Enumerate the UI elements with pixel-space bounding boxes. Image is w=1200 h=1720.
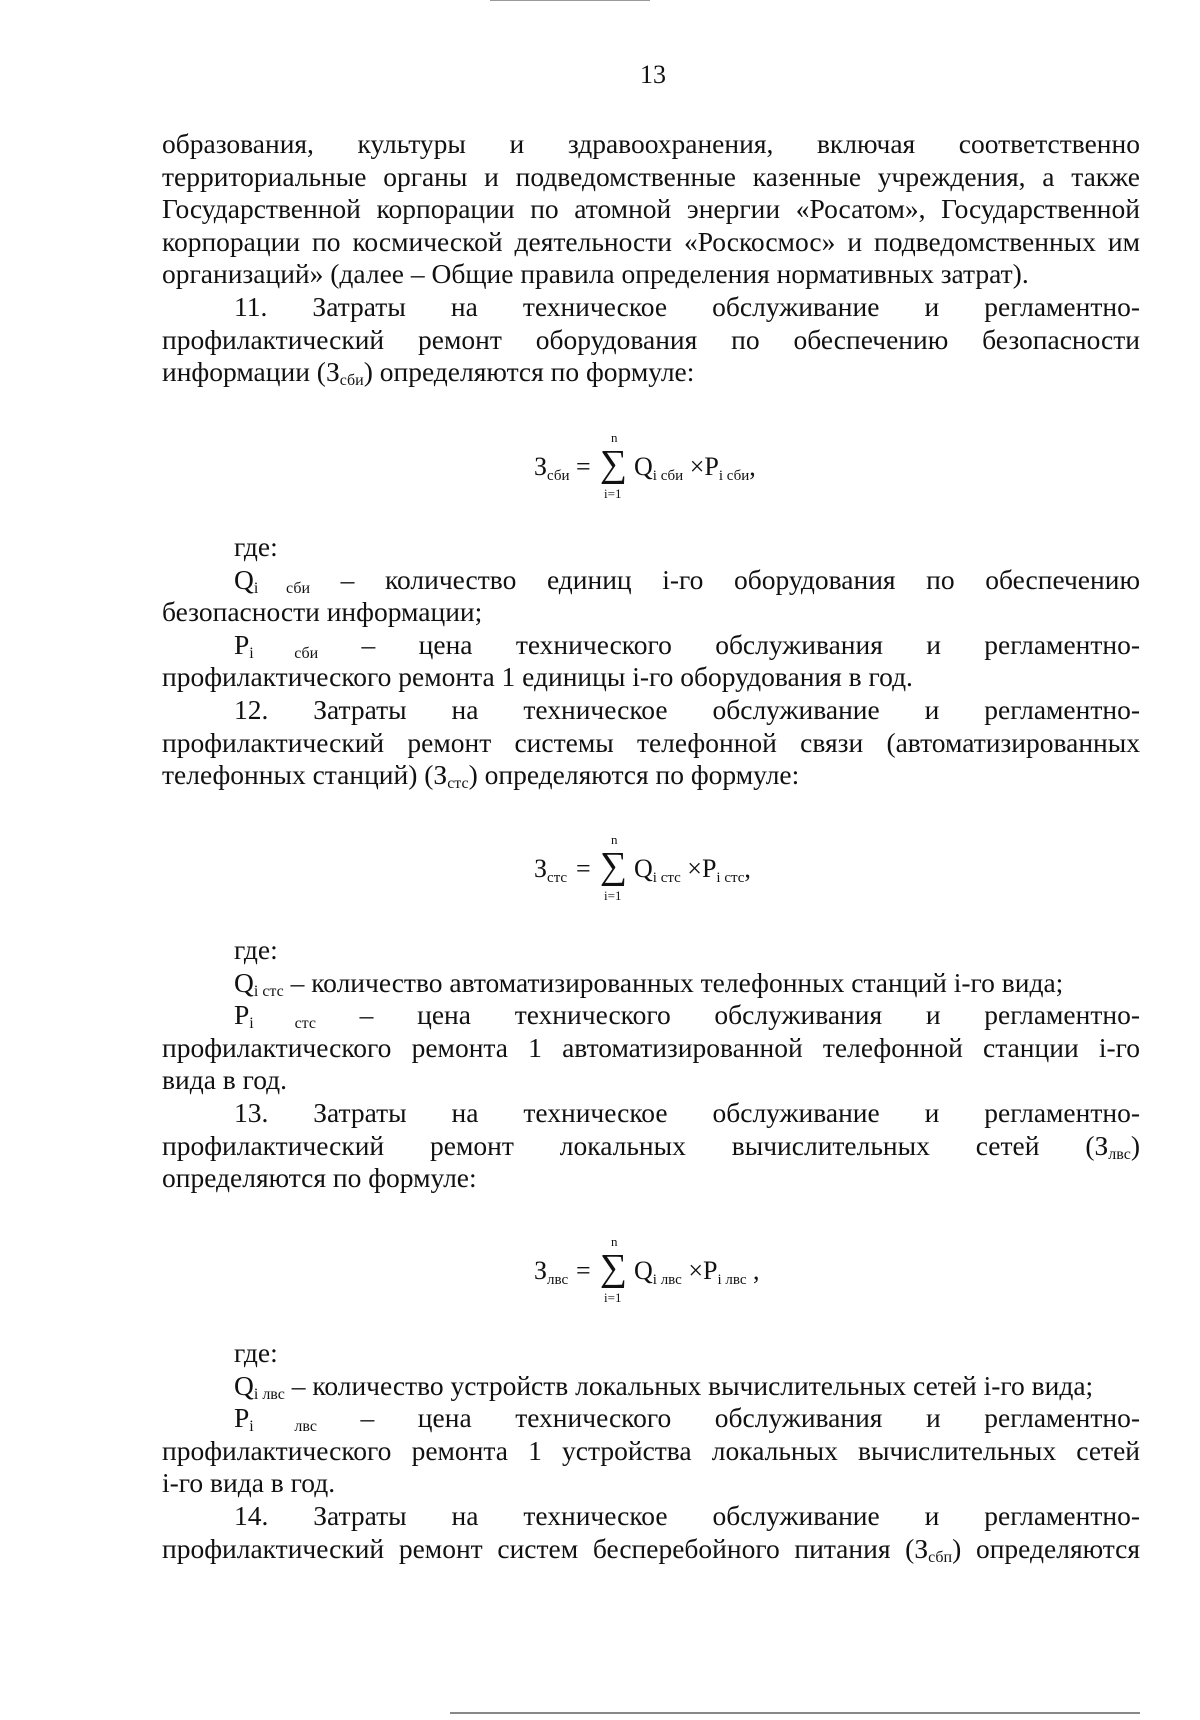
text-line: $P_{i стс}$ – цена технического обслуживания и регламентно- bbox=[234, 999, 1140, 1032]
formula-lvs bbox=[0, 1234, 1200, 1314]
text-line: корпорации по космической деятельности «Роскосмос» и подведомственных им bbox=[162, 225, 1140, 257]
text-line: телефонных станций) $(З_{стс})$ определяются по формуле: bbox=[162, 759, 800, 793]
sum-lower-limit: i=1 bbox=[604, 486, 622, 501]
text-line: профилактического ремонта 1 устройства локальных вычислительных сетей bbox=[162, 1434, 1140, 1466]
text-line: 12. Затраты на техническое обслуживание и регламентно- bbox=[234, 694, 1140, 725]
text-line: профилактический ремонт локальных вычислительных сетей $(З_{лвс})$ bbox=[162, 1129, 1140, 1163]
formula-lhs: Злвс bbox=[534, 1256, 569, 1288]
formula-equals: = bbox=[576, 452, 591, 481]
sum-upper-limit: n bbox=[611, 832, 618, 847]
text-line: организаций» (далее – Общие правила определения нормативных затрат). bbox=[162, 258, 1029, 290]
text-line: профилактического ремонта 1 автоматизированной телефонной станции i-го bbox=[162, 1031, 1140, 1063]
text-line: профилактический ремонт систем бесперебойного питания $(З_{сбп})$ определяются bbox=[162, 1532, 1140, 1566]
intro-paragraph bbox=[162, 128, 1140, 291]
where-label: где: bbox=[234, 531, 278, 562]
text-line: $P_{i лвс}$ – цена технического обслуживания и регламентно- bbox=[234, 1402, 1140, 1435]
text-line: $Q_{i сби}$ – количество единиц i-го оборудования по обеспечению bbox=[234, 563, 1140, 597]
formula-terms: Qi лвс ×Pi лвс , bbox=[634, 1256, 760, 1288]
item-13-paragraph bbox=[162, 1097, 1140, 1195]
formula-equals: = bbox=[576, 1256, 591, 1285]
item-14-paragraph bbox=[162, 1500, 1140, 1565]
formula-terms: Qi стс ×Pi стс, bbox=[634, 854, 751, 886]
text-fragment: информации (З bbox=[162, 356, 340, 388]
text-line: $Q_{i стс}$ – количество автоматизированных телефонных станций i-го вида; bbox=[234, 966, 1064, 1000]
sum-upper-limit: n bbox=[611, 430, 618, 445]
text-line: территориальные органы и подведомственные казенные учреждения, а также bbox=[162, 160, 1140, 192]
text-line: образования, культуры и здравоохранения, включая соответственно bbox=[162, 128, 1140, 159]
text-line: профилактического ремонта 1 единицы i-го оборудования в год. bbox=[162, 661, 913, 693]
text-line: 14. Затраты на техническое обслуживание и регламентно- bbox=[234, 1500, 1140, 1531]
text-line: 13. Затраты на техническое обслуживание и регламентно- bbox=[234, 1097, 1140, 1128]
formula-terms: Qi сби ×Pi сби, bbox=[634, 452, 756, 484]
sum-lower-limit: i=1 bbox=[604, 1290, 622, 1305]
formula-lhs: Зстс bbox=[534, 854, 568, 886]
text-line: i-го вида в год. bbox=[162, 1467, 336, 1499]
where-block-sbi bbox=[162, 531, 1140, 694]
sum-upper-limit: n bbox=[611, 1234, 618, 1249]
text-line: 11. Затраты на техническое обслуживание и регламентно- bbox=[234, 291, 1140, 322]
scan-edge-line-top bbox=[490, 0, 650, 1]
sum-sign: ∑ bbox=[600, 845, 628, 887]
scan-edge-line-bottom bbox=[450, 1712, 1140, 1714]
page-number: 13 bbox=[640, 60, 666, 89]
where-label: где: bbox=[234, 934, 278, 965]
text-line: определяются по формуле: bbox=[162, 1162, 477, 1194]
text-line: профилактический ремонт системы телефонной связи (автоматизированных bbox=[162, 726, 1140, 758]
text-line: вида в год. bbox=[162, 1064, 288, 1096]
formula-sbi bbox=[0, 430, 1200, 510]
text-line bbox=[162, 356, 1140, 389]
item-11-paragraph bbox=[162, 291, 1140, 389]
text-fragment: ) определяются по формуле: bbox=[363, 356, 695, 388]
text-line: профилактический ремонт оборудования по обеспечению безопасности bbox=[162, 323, 1140, 355]
where-label: где: bbox=[234, 1337, 278, 1368]
sum-sign: ∑ bbox=[600, 1247, 628, 1289]
formula-lhs: Зсби bbox=[534, 452, 570, 484]
sum-sign: ∑ bbox=[600, 443, 628, 485]
formula-sts bbox=[0, 832, 1200, 912]
text-line: Государственной корпорации по атомной энергии «Росатом», Государственной bbox=[162, 193, 1140, 225]
text-line: $P_{i сби}$ – цена технического обслуживания и регламентно- bbox=[234, 628, 1140, 662]
sum-lower-limit: i=1 bbox=[604, 888, 622, 903]
text-line: безопасности информации; bbox=[162, 596, 483, 628]
where-block-sts bbox=[162, 934, 1140, 1097]
where-block-lvs bbox=[162, 1337, 1140, 1500]
text-line: $Q_{i лвс}$ – количество устройств локальных вычислительных сетей i-го вида; bbox=[234, 1369, 1094, 1403]
item-12-paragraph bbox=[162, 694, 1140, 792]
formula-equals: = bbox=[576, 854, 591, 883]
subscript: сби bbox=[339, 372, 364, 390]
